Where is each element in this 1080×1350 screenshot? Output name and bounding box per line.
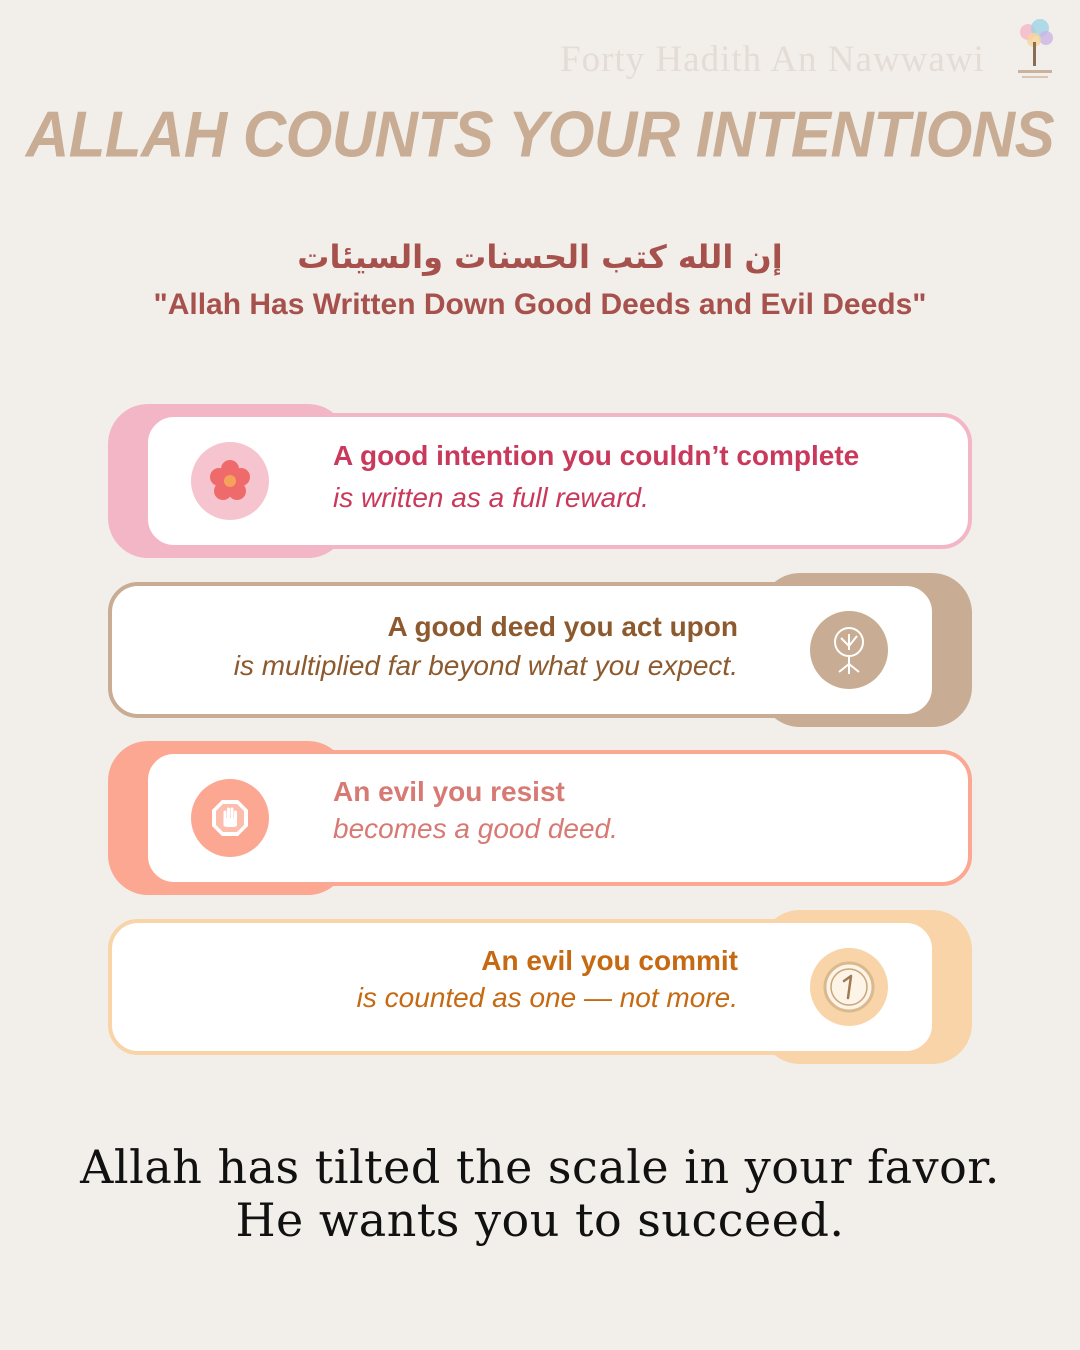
card-4-line2: is counted as one — not more. [356, 982, 738, 1013]
card-2-line1: A good deed you act upon [387, 611, 738, 642]
hadith-arabic: إن الله كتب الحسنات والسيئات [297, 238, 783, 276]
card-4-icon-circle [810, 948, 888, 1026]
stop-hand-icon [210, 798, 250, 838]
tree-icon [823, 624, 875, 676]
card-3-line2: becomes a good deed. [333, 813, 618, 844]
number-one-coin-icon [822, 960, 876, 1014]
card-1-line2: is written as a full reward. [333, 482, 649, 513]
card-3-line1: An evil you resist [333, 776, 565, 807]
hadith-translation: "Allah Has Written Down Good Deeds and Evil Deeds" [153, 288, 927, 321]
card-1-icon-circle [191, 442, 269, 520]
card-3-icon-circle [191, 779, 269, 857]
card-4-line1: An evil you commit [481, 945, 738, 976]
footer-line2: He wants you to succeed. [235, 1193, 845, 1247]
card-1-line1: A good intention you couldn’t complete [333, 440, 860, 471]
series-title: Forty Hadith An Nawwawi [560, 39, 985, 80]
main-title: ALLAH COUNTS YOUR INTENTIONS [25, 98, 1055, 171]
card-2-icon-circle [810, 611, 888, 689]
card-2-line2: is multiplied far beyond what you expect. [233, 650, 738, 681]
flower-icon [208, 459, 252, 503]
footer-line1: Allah has tilted the scale in your favor. [80, 1140, 1000, 1194]
tree-logo-icon [1012, 18, 1058, 88]
